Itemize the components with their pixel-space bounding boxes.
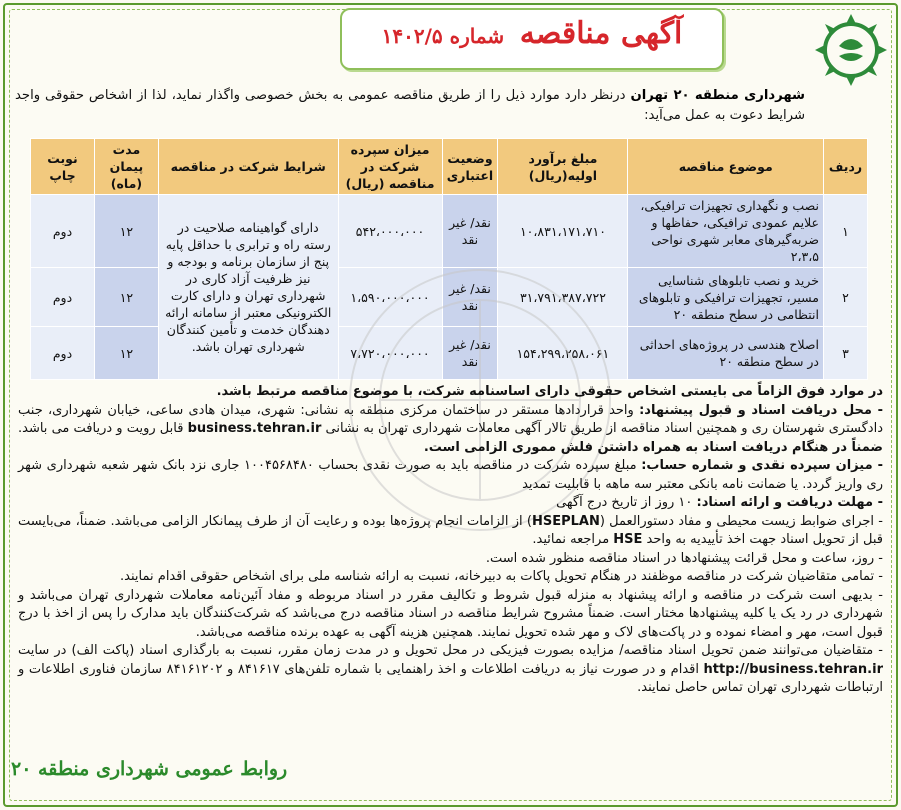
cell-subject: اصلاح هندسی در پروژه‌های احداثی در سطح منطقه ۲۰ [628, 327, 824, 380]
body-p1: در موارد فوق الزاماً می بایستی اشخاص حقوقی دارای اساسنامه شرکت، با موضوع مناقصه مرتبط باشد. [216, 384, 883, 399]
cell-duration: ۱۲ [94, 195, 158, 268]
cell-credit: نقد/ غیر نقد [442, 195, 498, 268]
cell-print: دوم [31, 268, 95, 327]
cell-print: دوم [31, 327, 95, 380]
p5-c: مراجعه نمائید. [532, 532, 614, 547]
title-main: آگهی مناقصه [519, 16, 683, 51]
cell-row: ۳ [824, 327, 868, 380]
cell-deposit: ۵۴۲،۰۰۰،۰۰۰ [338, 195, 442, 268]
body-p2 [18, 402, 883, 458]
body-p3 [18, 457, 883, 494]
intro-paragraph [15, 86, 805, 126]
p4-label: - مهلت دریافت و ارائه اسناد: [696, 495, 883, 510]
body-p4 [18, 494, 883, 513]
intro-text: درنظر دارد موارد ذیل را از طریق مناقصه عمومی به بخش خصوصی واگذار نماید، لذا از اشخاص حقوقی واجد شرایط دعوت به عمل می‌آید: [15, 88, 805, 123]
cell-duration: ۱۲ [94, 327, 158, 380]
table-row [31, 195, 868, 268]
table-row [31, 268, 868, 327]
business-link[interactable]: business.tehran.ir [187, 421, 322, 436]
p5-b: ) از الزامات انجام پروژه‌ها بوده و رعایت آن از طرف پیمانکار الزامی می‌باشد. ضمناً، می‌بایست قبل از تحویل اسناد جهت اخذ تأییدیه به واحد [18, 513, 883, 547]
p2-text2: قابل رویت و دریافت می باشد. [18, 421, 188, 436]
p3-text: مبلغ سپرده شرکت در مناقصه باید به صورت نقدی بحساب ۱۰۰۴۵۶۸۴۸۰ جاری نزد بانک شهر شعبه شهرداری شهر ری واریز گردد. یا ضمانت نامه بانکی معتبر سه ماهه با قابلیت تمدید [18, 458, 883, 492]
ad-title [342, 16, 722, 51]
col-row: ردیف [824, 139, 868, 195]
body-text [18, 383, 883, 698]
p2-text: واحد قراردادها مستقر در ساختمان مرکزی منطقه به نشانی: شهری، میدان هادی ساعی، خیابان شهرداری، جنب دادگستری شهرستان ری و همچنین اسناد مناقصه از طریق تالار آگهی معاملات شهرداری تهران به نشانی [18, 402, 883, 436]
col-duration: مدت پیمان (ماه) [94, 139, 158, 195]
cell-deposit: ۷،۷۲۰،۰۰۰،۰۰۰ [338, 327, 442, 380]
col-conditions: شرایط شرکت در مناقصه [158, 139, 338, 195]
cell-row: ۱ [824, 195, 868, 268]
title-box [340, 8, 724, 70]
tehran-municipality-logo [811, 10, 891, 90]
table-header-row [31, 139, 868, 195]
col-estimate: مبلغ برآورد اولیه(ریال) [498, 139, 628, 195]
body-p7: - تمامی متقاضیان شرکت در مناقصه موظفند در هنگام تحویل پاکات به دبیرخانه، نسبت به ارائه شناسه ملی برای اشخاص حقوقی اقدام نمایند. [120, 569, 883, 584]
cell-deposit: ۱،۵۹۰،۰۰۰،۰۰۰ [338, 268, 442, 327]
intro-org: شهرداری منطقه ۲۰ تهران [630, 88, 806, 103]
p2-label: - محل دریافت اسناد و قبول پیشنهاد: [639, 402, 884, 418]
p5-code: HSEPLAN [531, 513, 600, 529]
tender-number: شماره ۱۴۰۲/۵ [381, 24, 505, 48]
body-p5 [18, 513, 883, 550]
table-row [31, 327, 868, 380]
body-p6: - روز، ساعت و محل قرائت پیشنهادها در اسناد مناقصه منظور شده است. [485, 550, 883, 566]
cell-subject: خرید و نصب تابلوهای شناسایی مسیر، تجهیزات ترافیکی و تابلوهای انتظامی در سطح منطقه ۲۰ [628, 268, 824, 327]
cell-credit: نقد/ غیر نقد [442, 327, 498, 380]
site-link[interactable]: http://business.tehran.ir [703, 661, 883, 677]
cell-estimate: ۳۱،۷۹۱،۳۸۷،۷۲۲ [498, 268, 628, 327]
p2-bold: ضمناً در هنگام دریافت اسناد به همراه داشتن فلش مموری الزامی است. [423, 439, 883, 455]
col-deposit: میزان سپرده شرکت در مناقصه (ریال) [338, 139, 442, 195]
cell-conditions: دارای گواهینامه صلاحیت در رسته راه و ترابری با حداقل پایه پنج از سازمان برنامه و بودجه و نیز ظرفیت آزاد کاری در شهرداری تهران و دارای کارت الکترونیکی معتبر از سامانه ارائه دهندگان خدمت و تأمین کنندگان شهرداری تهران باشد. [158, 195, 338, 380]
footer-signature: روابط عمومی شهرداری منطقه ۲۰ [11, 758, 288, 780]
cell-credit: نقد/ غیر نقد [442, 268, 498, 327]
body-p8: - بدیهی است شرکت در مناقصه و ارائه پیشنهاد به منزله قبول شروط و تکالیف مقرر در اسناد مربوطه و مفاد آئین‌نامه معاملات شهرداری تهران می‌باشد و شهرداری در رد یک یا کلیه پیشنهادها مختار است. ضمناً مشروح شرایط مناقصه در اسناد مناقصه درج می‌باشد که شرکت‌کنندگان باید مدارک را پس از اخذ با درج قبول است، مهر و امضاء نموده و در پاکت‌های لاک و مهر شده تحویل نمایند. همچنین هزینه آگهی به عهده برنده مناقصه می‌باشد. [18, 587, 883, 640]
col-credit: وضعیت اعتباری [442, 139, 498, 195]
p4-text: ۱۰ روز از تاریخ درج آگهی [556, 495, 697, 510]
cell-estimate: ۱۵۴،۲۹۹،۲۵۸،۰۶۱ [498, 327, 628, 380]
cell-estimate: ۱۰،۸۳۱،۱۷۱،۷۱۰ [498, 195, 628, 268]
p9-b: اقدام و در صورت نیاز به دریافت اطلاعات و اخذ راهنمایی با شماره تلفن‌های ۸۴۱۶۱۷ و ۸۴۱۶۱۲۰۲ سازمان فناوری اطلاعات و ارتباطات شهرداری تهران تماس حاصل نمایند. [18, 661, 883, 695]
col-subject: موضوع مناقصه [628, 139, 824, 195]
p5-a: - اجرای ضوابط زیست محیطی و مفاد دستورالعمل ( [599, 513, 883, 529]
body-p9 [18, 642, 883, 698]
tender-table [30, 138, 868, 380]
cell-print: دوم [31, 195, 95, 268]
col-print: نوبت چاپ [31, 139, 95, 195]
cell-subject: نصب و نگهداری تجهیزات ترافیکی، علایم عمودی ترافیکی، حفاظها و ضربه‌گیرهای معابر شهری نواحی ۲،۳،۵ [628, 195, 824, 268]
cell-duration: ۱۲ [94, 268, 158, 327]
cell-row: ۲ [824, 268, 868, 327]
p9-a: - متقاضیان می‌توانند ضمن تحویل اسناد مناقصه/ مزایده بصورت فیزیکی در محل تحویل و در مدت زمان مقرر، نسبت به بارگذاری اسناد (پاکت الف) در سایت [18, 643, 883, 658]
p5-code2: HSE [613, 532, 643, 547]
p3-label: - میزان سپرده نقدی و شماره حساب: [641, 458, 883, 473]
